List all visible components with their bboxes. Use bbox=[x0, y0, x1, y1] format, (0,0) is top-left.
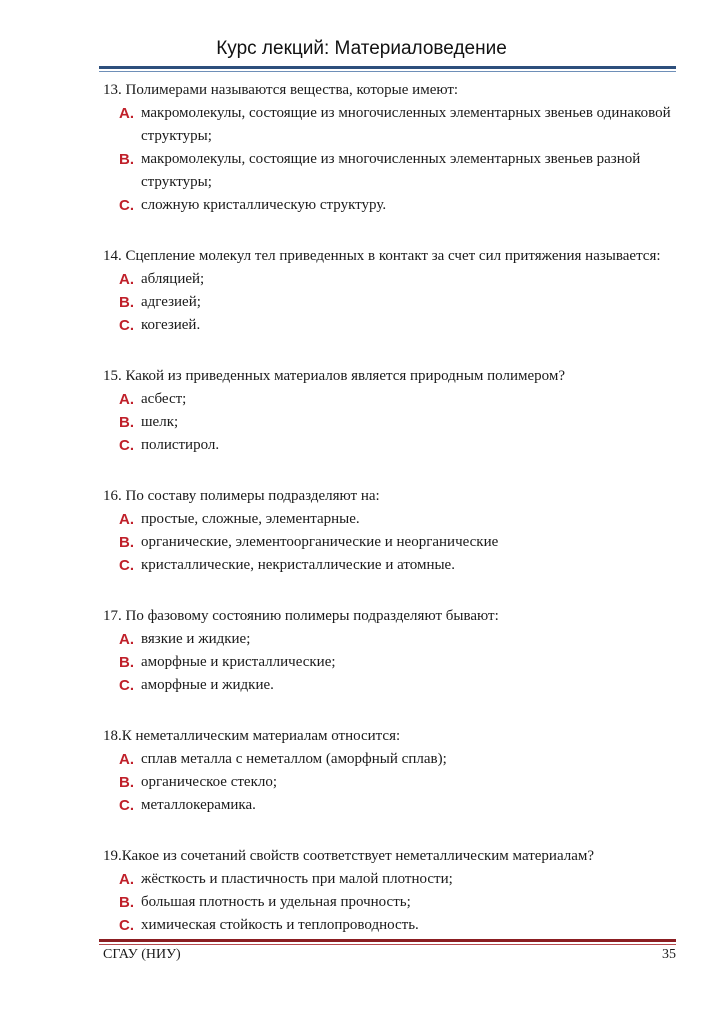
answer-option bbox=[103, 674, 678, 697]
option-text: сложную кристаллическую структуру. bbox=[141, 197, 387, 213]
answer-option bbox=[103, 314, 678, 337]
answer-option bbox=[103, 531, 678, 554]
answer-option bbox=[103, 508, 678, 531]
option-letter: B. bbox=[119, 294, 134, 311]
question-text: 17. По фазовому состоянию полимеры подразделяют бывают: bbox=[103, 608, 499, 624]
answer-option bbox=[103, 914, 678, 937]
header-divider bbox=[99, 66, 676, 69]
footer-divider-thin bbox=[99, 944, 676, 945]
answer-option bbox=[103, 148, 678, 194]
option-letter: C. bbox=[119, 917, 134, 934]
option-text: адгезией; bbox=[141, 294, 201, 310]
option-text: органические, элементоорганические и неорганические bbox=[141, 534, 499, 550]
option-letter: B. bbox=[119, 654, 134, 671]
option-text: вязкие и жидкие; bbox=[141, 631, 251, 647]
question-text: 13. Полимерами называются вещества, которые имеют: bbox=[103, 82, 459, 98]
question-text: 18.К неметаллическим материалам относится: bbox=[103, 728, 401, 744]
option-text: полистирол. bbox=[141, 437, 220, 453]
answer-option bbox=[103, 748, 678, 771]
question-text: 19.Какое из сочетаний свойств соответствует неметаллическим материалам? bbox=[103, 848, 595, 864]
answer-option bbox=[103, 268, 678, 291]
footer-divider bbox=[99, 939, 676, 942]
question-list bbox=[103, 79, 678, 965]
answer-option bbox=[103, 554, 678, 577]
option-text: простые, сложные, элементарные. bbox=[141, 511, 360, 527]
option-letter: A. bbox=[119, 751, 134, 768]
option-letter: B. bbox=[119, 534, 134, 551]
answer-option bbox=[103, 194, 678, 217]
option-letter: C. bbox=[119, 437, 134, 454]
option-letter: A. bbox=[119, 871, 134, 888]
answer-option bbox=[103, 434, 678, 457]
option-letter: A. bbox=[119, 105, 134, 122]
option-text: аморфные и жидкие. bbox=[141, 677, 274, 693]
option-text: металлокерамика. bbox=[141, 797, 256, 813]
option-letter: B. bbox=[119, 774, 134, 791]
answer-option bbox=[103, 771, 678, 794]
answer-option bbox=[103, 291, 678, 314]
option-text: макромолекулы, состоящие из многочисленных элементарных звеньев разной структуры; bbox=[141, 151, 641, 190]
option-text: абляцией; bbox=[141, 271, 205, 287]
page-number: 35 bbox=[662, 947, 676, 962]
option-text: асбест; bbox=[141, 391, 187, 407]
option-letter: B. bbox=[119, 151, 134, 168]
option-letter: C. bbox=[119, 197, 134, 214]
option-text: аморфные и кристаллические; bbox=[141, 654, 336, 670]
answer-option bbox=[103, 628, 678, 651]
option-text: химическая стойкость и теплопроводность. bbox=[141, 917, 419, 933]
option-text: большая плотность и удельная прочность; bbox=[141, 894, 411, 910]
header-divider-thin bbox=[99, 71, 676, 72]
option-letter: C. bbox=[119, 557, 134, 574]
option-letter: A. bbox=[119, 511, 134, 528]
question-block bbox=[103, 365, 678, 457]
question-block bbox=[103, 79, 678, 217]
question-block bbox=[103, 725, 678, 817]
option-letter: B. bbox=[119, 894, 134, 911]
question-text: 16. По составу полимеры подразделяют на: bbox=[103, 488, 380, 504]
option-letter: C. bbox=[119, 677, 134, 694]
option-text: органическое стекло; bbox=[141, 774, 278, 790]
option-letter: A. bbox=[119, 631, 134, 648]
question-text: 14. Сцепление молекул тел приведенных в контакт за счет сил притяжения называется: bbox=[103, 248, 661, 264]
option-letter: A. bbox=[119, 271, 134, 288]
answer-option bbox=[103, 794, 678, 817]
option-letter: C. bbox=[119, 797, 134, 814]
option-text: шелк; bbox=[141, 414, 179, 430]
question-block bbox=[103, 245, 678, 337]
footer-institution: СГАУ (НИУ) bbox=[103, 947, 181, 962]
answer-option bbox=[103, 411, 678, 434]
question-block bbox=[103, 485, 678, 577]
option-text: кристаллические, некристаллические и атомные. bbox=[141, 557, 455, 573]
option-text: жёсткость и пластичность при малой плотности; bbox=[141, 871, 453, 887]
option-letter: C. bbox=[119, 317, 134, 334]
answer-option bbox=[103, 388, 678, 411]
question-text: 15. Какой из приведенных материалов является природным полимером? bbox=[103, 368, 565, 384]
option-text: когезией. bbox=[141, 317, 201, 333]
option-letter: A. bbox=[119, 391, 134, 408]
answer-option bbox=[103, 891, 678, 914]
answer-option bbox=[103, 102, 678, 148]
question-block bbox=[103, 605, 678, 697]
option-text: макромолекулы, состоящие из многочисленных элементарных звеньев одинаковой структуры; bbox=[141, 105, 671, 144]
page-header-title: Курс лекций: Материаловедение bbox=[216, 38, 507, 59]
option-letter: B. bbox=[119, 414, 134, 431]
question-block bbox=[103, 845, 678, 937]
answer-option bbox=[103, 868, 678, 891]
option-text: сплав металла с неметаллом (аморфный сплав); bbox=[141, 751, 447, 767]
answer-option bbox=[103, 651, 678, 674]
